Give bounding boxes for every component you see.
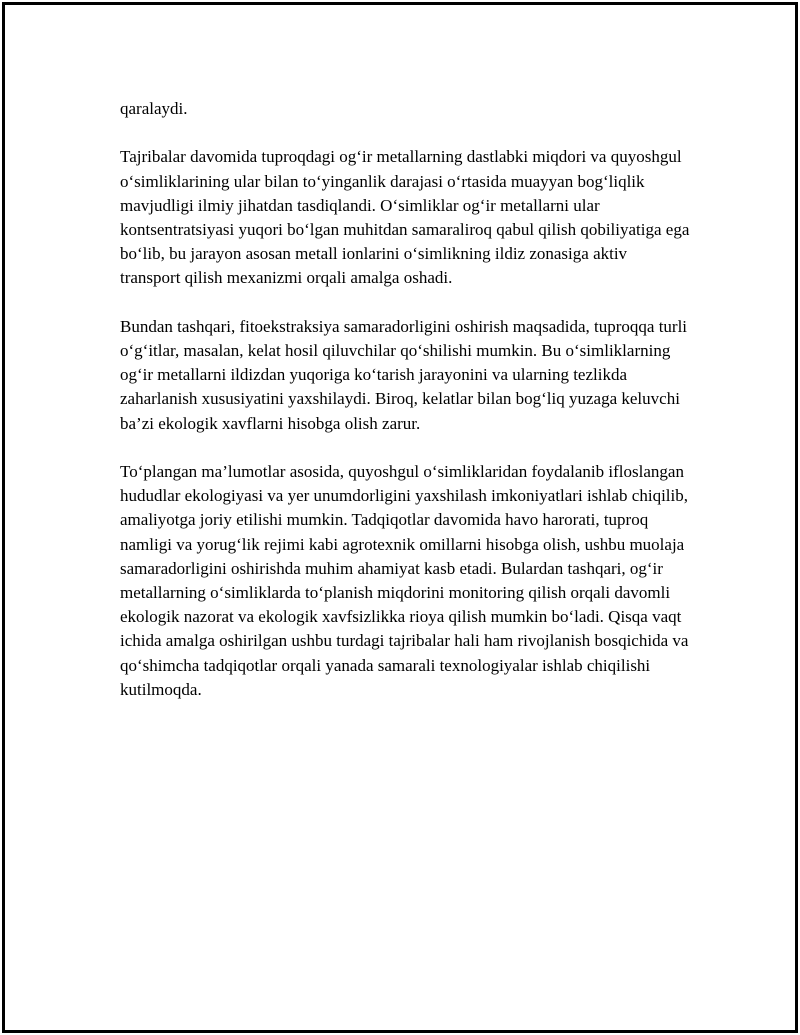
page-frame: [2, 2, 798, 1033]
paragraph-continuation: qaralaydi.: [120, 99, 188, 118]
paragraph-experiment-results: Tajribalar davomida tuproqdagi og‘ir metallarning dastlabki miqdori va quyoshgul o‘simliklarining ular bilan to‘yinganlik darajasi o‘rtasida muayyan bog‘liqlik mavjudligi ilmiy jihatdan tasdiqlandi. O‘simliklar og‘ir metallarni ular kontsentratsiyasi yuqori bo‘lgan muhitdan samaraliroq qabul qilish qobiliyatiga ega bo‘lib, bu jarayon asosan metall ionlarini o‘simlikning ildiz zonasiga aktiv transport qilish mexanizmi orqali amalga oshadi.: [120, 147, 690, 288]
document-body: [120, 97, 690, 726]
paragraph-conclusions: To‘plangan ma’lumotlar asosida, quyoshgul o‘simliklaridan foydalanib ifloslangan hududlar ekologiyasi va yer unumdorligini yaxshilash imkoniyatlari ishlab chiqilib, amaliyotga joriy etilishi mumkin. Tadqiqotlar davomida havo harorati, tuproq namligi va yorug‘lik rejimi kabi agrotexnik omillarni hisobga olish, ushbu muolaja samaradorligini oshirishda muhim ahamiyat kasb etadi. Bulardan tashqari, og‘ir metallarning o‘simliklarda to‘planish miqdorini monitoring qilish orqali davomli ekologik nazorat va ekologik xavfsizlikka rioya qilish mumkin bo‘ladi. Qisqa vaqt ichida amalga oshirilgan ushbu turdagi tajribalar hali ham rivojlanish bosqichida va qo‘shimcha tadqiqotlar orqali yanada samarali texnologiyalar ishlab chiqilishi kutilmoqda.: [120, 462, 689, 699]
paragraph-phytoextraction: Bundan tashqari, fitoekstraksiya samaradorligini oshirish maqsadida, tuproqqa turli o‘g‘itlar, masalan, kelat hosil qiluvchilar qo‘shilishi mumkin. Bu o‘simliklarning og‘ir metallarni ildizdan yuqoriga ko‘tarish jarayonini va ularning tezlikda zaharlanish xususiyatini yaxshilaydi. Biroq, kelatlar bilan bog‘liq yuzaga keluvchi ba’zi ekologik xavflarni hisobga olish zarur.: [120, 316, 688, 433]
